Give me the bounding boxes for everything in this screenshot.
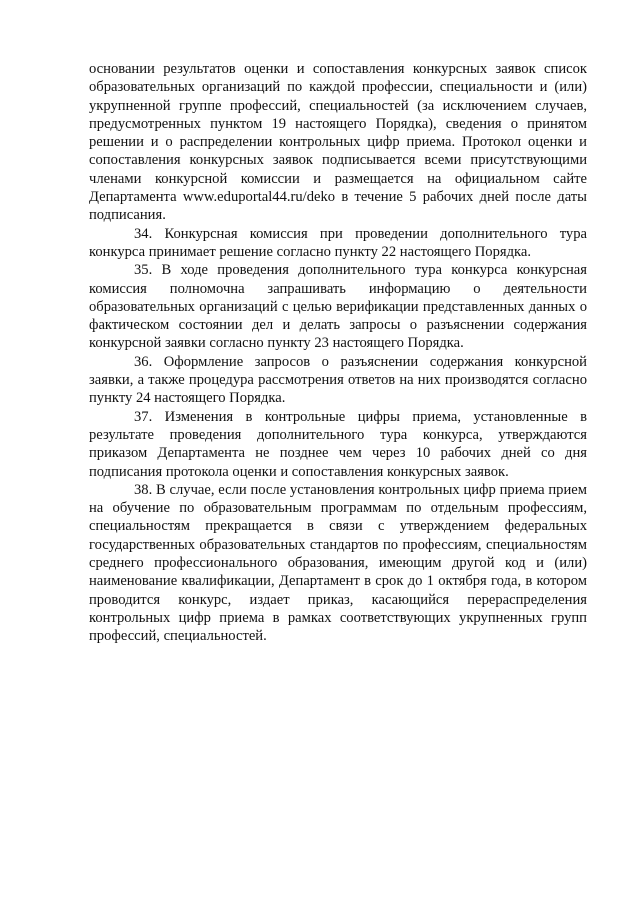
document-body bbox=[89, 60, 587, 646]
paragraph-36: 36. Оформление запросов о разъяснении содержания конкурсной заявки, а также процедура рассмотрения ответов на них производятся согласно пункту 24 настоящего Порядка. bbox=[89, 353, 587, 407]
paragraph-34: 34. Конкурсная комиссия при проведении дополнительного тура конкурса принимает решение согласно пункту 22 настоящего Порядка. bbox=[89, 225, 587, 260]
paragraph-38: 38. В случае, если после установления контрольных цифр приема прием на обучение по образовательным программам по отдельным профессиям, специальностям прекращается в связи с утверждением федеральных государственных образовательных стандартов по профессиям, специальностям среднего профессионального образования, имеющим другой код и (или) наименование квалификации, Департамент в срок до 1 октября года, в котором проводится конкурс, издает приказ, касающийся перераспределения контрольных цифр приема в рамках соответствующих укрупненных групп профессий, специальностей. bbox=[89, 481, 587, 645]
paragraph-35: 35. В ходе проведения дополнительного тура конкурса конкурсная комиссия полномочна запрашивать информацию о деятельности образовательных организаций с целью верификации представленных данных о фактическом состоянии дел и делать запросы о разъяснении содержания конкурсной заявки согласно пункту 23 настоящего Порядка. bbox=[89, 262, 587, 352]
paragraph-37: 37. Изменения в контрольные цифры приема, установленные в результате проведения дополнительного тура конкурса, утверждаются приказом Департамента не позднее чем через 10 рабочих дней со дня подписания протокола оценки и сопоставления конкурсных заявок. bbox=[89, 408, 587, 480]
paragraph-33-continuation: основании результатов оценки и сопоставления конкурсных заявок список образовательных организаций по каждой профессии, специальности и (или) укрупненной группе профессий, специальностей (за исключением случаев, предусмотренных пунктом 19 настоящего Порядка), сведения о принятом решении и о распределении контрольных цифр приема. Протокол оценки и сопоставления конкурсных заявок подписывается всеми присутствующими членами конкурсной комиссии и размещается на официальном сайте Департамента www.eduportal44.ru/deko в течение 5 рабочих дней после даты подписания. bbox=[89, 61, 587, 224]
